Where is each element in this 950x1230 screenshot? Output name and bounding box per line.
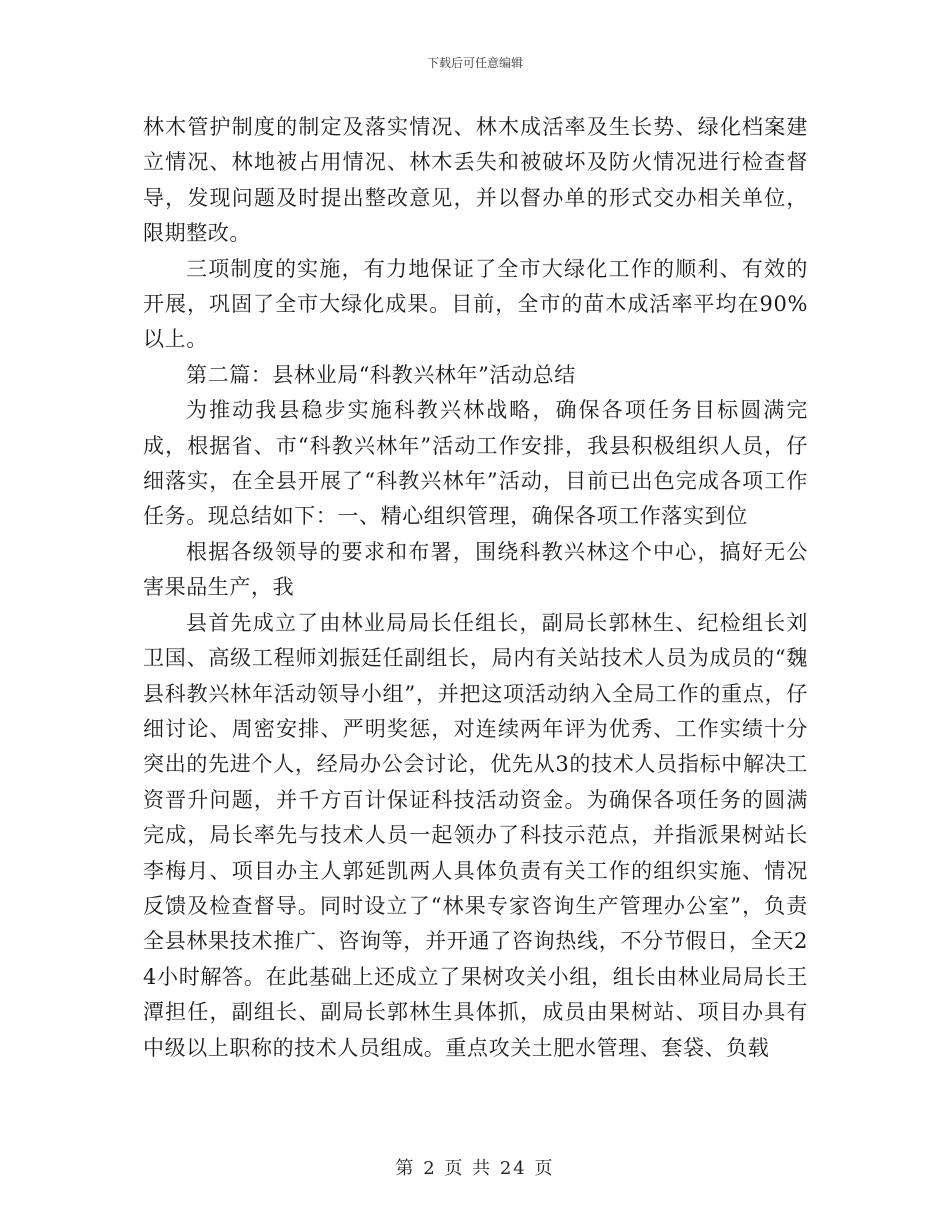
paragraph: 林木管护制度的制定及落实情况、林木成活率及生长势、绿化档案建立情况、林地被占用情况、林木丢失和被破坏及防火情况进行检查督导，发现问题及时提出整改意见，并以督办单的形式交办相关单位，限期整改。 [143, 115, 808, 246]
paragraph: 三项制度的实施，有力地保证了全市大绿化工作的顺利、有效的开展，巩固了全市大绿化成果。目前，全市的苗木成活率平均在90%以上。 [143, 256, 808, 352]
page-header: 下载后可任意编辑 [426, 56, 523, 70]
paragraph: 为推动我县稳步实施科教兴林战略，确保各项任务目标圆满完成，根据省、市“科教兴林年”活动工作安排，我县积极组织人员，仔细落实，在全县开展了“科教兴林年”活动，目前已出色完成各项工作任务。现总结如下：一、精心组织管理，确保各项工作落实到位 [143, 398, 808, 529]
paragraph: 县首先成立了由林业局局长任组长，副局长郭林生、纪检组长刘卫国、高级工程师刘振廷任副组长，局内有关站技术人员为成员的“魏县科教兴林年活动领导小组”，并把这项活动纳入全局工作的重点，仔细讨论、周密安排、严明奖惩，对连续两年评为优秀、工作实绩十分突出的先进个人，经局办公会讨论，优先从3的技术人员指标中解决工资晋升问题，并千方百计保证科技活动资金。为确保各项任务的圆满完成，局长率先与技术人员一起领办了科技示范点，并指派果树站长李梅月、项目办主人郭延凯两人具体负责有关工作的组织实施、情况反馈及检查督导。同时设立了“林果专家咨询生产管理办公室”，负责全县林果技术推广、咨询等，并开通了咨询热线，不分节假日，全天24小时解答。在此基础上还成立了果树攻关小组，组长由林业局局长王潭担任，副组长、副局长郭林生具体抓，成员由果树站、项目办具有中级以上职称的技术人员组成。重点攻关土肥水管理、套袋、负载 [143, 610, 808, 1060]
paragraph: 根据各级领导的要求和布署，围绕科教兴林这个中心，搞好无公害果品生产，我 [143, 539, 808, 600]
document-body [143, 110, 808, 1066]
page-footer: 第 2 页 共 24 页 [395, 1158, 555, 1179]
section-heading: 第二篇：县林业局“科教兴林年”活动总结 [186, 362, 576, 387]
